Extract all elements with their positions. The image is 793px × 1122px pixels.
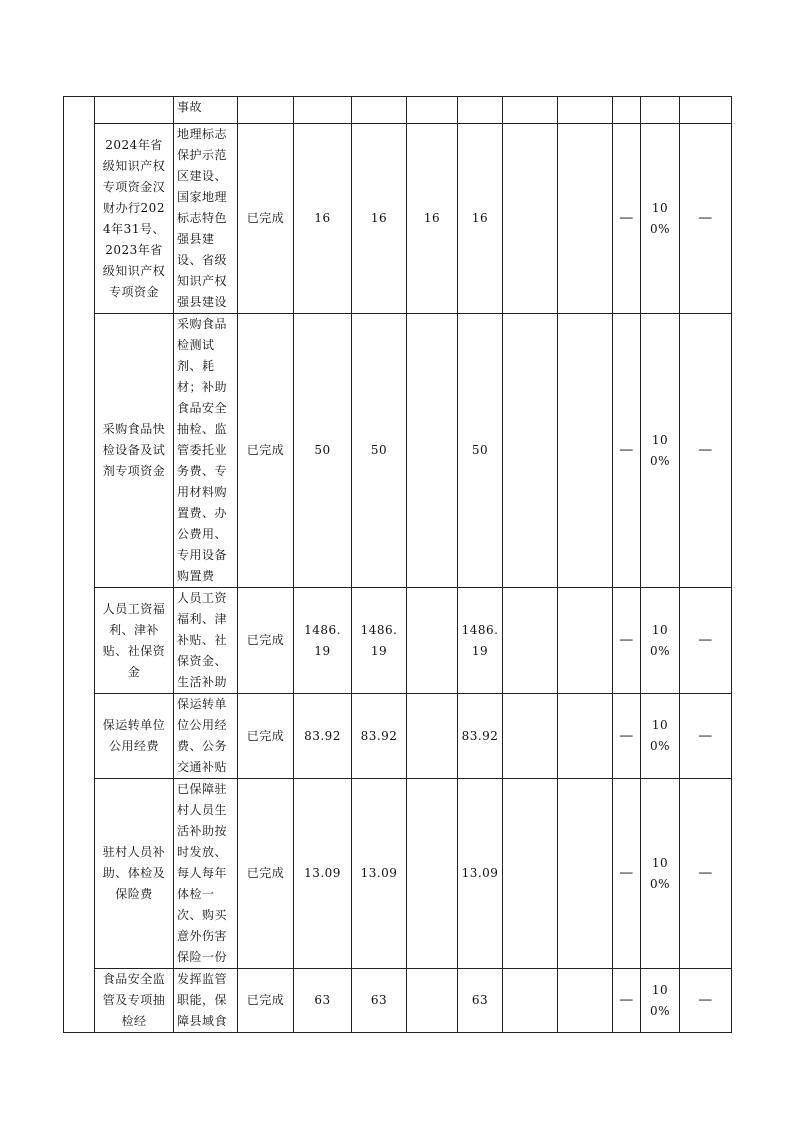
value-cell-2-text: 50 <box>370 443 388 457</box>
value-cell-4 <box>458 124 503 314</box>
percent-cell <box>641 694 680 779</box>
value-cell-1-text: 1486.19 <box>304 622 341 658</box>
value-cell-2-text: 13.09 <box>360 866 398 880</box>
dash-cell-text: — <box>698 727 713 744</box>
value-cell-3 <box>407 97 458 124</box>
item-content-cell-text: 已保障驻村人员生活补助按时发放、每人每年体检一次、购买意外伤害保险一份 <box>177 782 228 964</box>
dash-cell <box>680 314 732 588</box>
dash-cell-text: — <box>698 865 713 881</box>
percent-cell <box>641 969 680 1033</box>
dash-cell <box>613 694 641 779</box>
item-content-cell-text: 发挥监管职能，保障县域食 <box>177 972 228 1028</box>
value-cell-2-text: 1486.19 <box>360 622 398 658</box>
item-name-cell <box>95 969 174 1033</box>
dash-cell <box>680 694 732 779</box>
item-content-cell-text: 采购食品检测试剂、耗材；补助食品安全抽检、监管委托业务费、专用材料购置费、办公费用、专用设备购置费 <box>177 317 228 583</box>
item-content-cell-text: 人员工资福利、津补贴、社保资金、生活补助 <box>177 591 228 689</box>
table-row <box>64 694 732 779</box>
percent-cell-text: 100% <box>649 432 671 468</box>
empty-cell-8 <box>503 124 558 314</box>
item-name-cell <box>95 588 174 694</box>
value-cell-2 <box>352 588 407 694</box>
value-cell-3 <box>407 969 458 1033</box>
dash-cell <box>680 779 732 969</box>
empty-cell-9 <box>558 779 613 969</box>
value-cell-1 <box>294 779 352 969</box>
value-cell-1-text: 16 <box>314 211 331 225</box>
empty-cell-8 <box>503 969 558 1033</box>
value-cell-4 <box>458 694 503 779</box>
item-name-cell-text: 采购食品快检设备及试剂专项资金 <box>102 422 166 478</box>
value-cell-4 <box>458 97 503 124</box>
status-cell <box>238 779 294 969</box>
empty-cell-9 <box>558 969 613 1033</box>
dash-cell <box>613 124 641 314</box>
empty-cell-8 <box>503 779 558 969</box>
item-content-cell <box>174 969 238 1033</box>
percent-cell-text: 100% <box>649 982 671 1018</box>
value-cell-2 <box>352 314 407 588</box>
percent-cell <box>641 779 680 969</box>
value-cell-2 <box>352 694 407 779</box>
dash-cell <box>613 97 641 124</box>
item-content-cell-text: 地理标志保护示范区建设、国家地理标志特色强县建设、省级知识产权强县建设 <box>177 127 228 309</box>
value-cell-4-text: 13.09 <box>461 866 499 880</box>
dash-cell-text: — <box>698 442 713 458</box>
item-content-cell <box>174 694 238 779</box>
empty-cell-9 <box>558 97 613 124</box>
status-cell <box>238 97 294 124</box>
item-name-cell-text: 驻村人员补助、体检及保险费 <box>102 845 166 901</box>
value-cell-1 <box>294 969 352 1033</box>
value-cell-1-text: 13.09 <box>304 866 341 880</box>
item-content-cell-text: 保运转单位公用经费、公务交通补贴 <box>177 697 228 774</box>
table-row <box>64 97 732 124</box>
dash-cell <box>680 969 732 1033</box>
empty-cell-8 <box>503 97 558 124</box>
value-cell-4-text: 50 <box>471 443 489 457</box>
value-cell-2 <box>352 124 407 314</box>
value-cell-4-text: 63 <box>471 993 489 1007</box>
value-cell-4-text: 83.92 <box>461 728 499 743</box>
value-cell-4 <box>458 969 503 1033</box>
value-cell-3 <box>407 779 458 969</box>
dash-cell-text: — <box>619 992 634 1008</box>
item-name-cell <box>95 97 174 124</box>
table-row <box>64 969 732 1033</box>
value-cell-1 <box>294 97 352 124</box>
empty-cell-9 <box>558 314 613 588</box>
value-cell-1 <box>294 588 352 694</box>
item-name-cell-text: 2024年省级知识产权专项资金汉财办行2024年31号、2023年省级知识产权专项资金 <box>102 137 166 299</box>
table-row <box>64 588 732 694</box>
empty-cell-9 <box>558 588 613 694</box>
value-cell-2 <box>352 779 407 969</box>
status-cell <box>238 588 294 694</box>
value-cell-4-text: 16 <box>471 211 489 225</box>
status-cell-text: 已完成 <box>246 443 285 457</box>
status-cell-text: 已完成 <box>246 728 285 743</box>
item-content-cell <box>174 588 238 694</box>
value-cell-1-text: 63 <box>314 993 331 1007</box>
value-cell-4 <box>458 314 503 588</box>
dash-cell-text: — <box>698 210 713 226</box>
dash-cell-text: — <box>619 632 634 648</box>
dash-cell <box>680 124 732 314</box>
value-cell-1-text: 83.92 <box>304 728 341 743</box>
percent-cell-text: 100% <box>649 718 671 753</box>
dash-cell-text: — <box>619 727 634 744</box>
dash-cell-text: — <box>698 992 713 1008</box>
value-cell-2-text: 83.92 <box>360 728 398 743</box>
empty-cell-9 <box>558 694 613 779</box>
item-name-cell <box>95 694 174 779</box>
item-content-cell-text: 事故 <box>177 100 203 114</box>
value-cell-1 <box>294 124 352 314</box>
dash-cell <box>613 779 641 969</box>
status-cell <box>238 314 294 588</box>
empty-cell-8 <box>503 694 558 779</box>
status-cell <box>238 124 294 314</box>
status-cell <box>238 969 294 1033</box>
table-row <box>64 314 732 588</box>
item-name-cell <box>95 779 174 969</box>
value-cell-2-text: 63 <box>370 993 388 1007</box>
dash-cell-text: — <box>619 865 634 881</box>
value-cell-1 <box>294 314 352 588</box>
item-content-cell <box>174 124 238 314</box>
table-row <box>64 124 732 314</box>
value-cell-2-text: 16 <box>370 211 388 225</box>
value-cell-3 <box>407 694 458 779</box>
percent-cell <box>641 588 680 694</box>
dash-cell-text: — <box>698 632 713 648</box>
status-cell <box>238 694 294 779</box>
dash-cell <box>680 97 732 124</box>
empty-cell-9 <box>558 124 613 314</box>
value-cell-3 <box>407 314 458 588</box>
value-cell-1 <box>294 694 352 779</box>
value-cell-4 <box>458 779 503 969</box>
item-name-cell-text: 保运转单位公用经费 <box>102 718 166 753</box>
item-name-cell-text: 人员工资福利、津补贴、社保资金 <box>102 601 166 679</box>
percent-cell-text: 100% <box>649 200 671 236</box>
item-content-cell <box>174 779 238 969</box>
percent-cell <box>641 97 680 124</box>
value-cell-4 <box>458 588 503 694</box>
item-content-cell <box>174 97 238 124</box>
merged-index-cell <box>64 97 95 1033</box>
item-content-cell <box>174 314 238 588</box>
value-cell-3 <box>407 588 458 694</box>
percent-cell-text: 100% <box>649 855 671 891</box>
value-cell-2 <box>352 97 407 124</box>
value-cell-4-text: 1486.19 <box>461 622 499 658</box>
value-cell-2 <box>352 969 407 1033</box>
percent-cell <box>641 314 680 588</box>
empty-cell-8 <box>503 588 558 694</box>
status-cell-text: 已完成 <box>246 993 285 1007</box>
status-cell-text: 已完成 <box>246 633 285 647</box>
status-cell-text: 已完成 <box>246 211 285 225</box>
dash-cell-text: — <box>619 442 634 458</box>
table-row <box>64 779 732 969</box>
fund-table <box>63 96 732 1033</box>
dash-cell-text: — <box>619 210 634 226</box>
value-cell-1-text: 50 <box>314 443 331 457</box>
value-cell-3-text: 16 <box>423 211 441 225</box>
dash-cell <box>613 969 641 1033</box>
value-cell-3 <box>407 124 458 314</box>
percent-cell <box>641 124 680 314</box>
dash-cell <box>613 588 641 694</box>
empty-cell-8 <box>503 314 558 588</box>
status-cell-text: 已完成 <box>246 866 285 880</box>
dash-cell <box>613 314 641 588</box>
percent-cell-text: 100% <box>649 622 671 658</box>
item-name-cell <box>95 314 174 588</box>
item-name-cell <box>95 124 174 314</box>
item-name-cell-text: 食品安全监管及专项抽检经 <box>102 972 166 1028</box>
dash-cell <box>680 588 732 694</box>
